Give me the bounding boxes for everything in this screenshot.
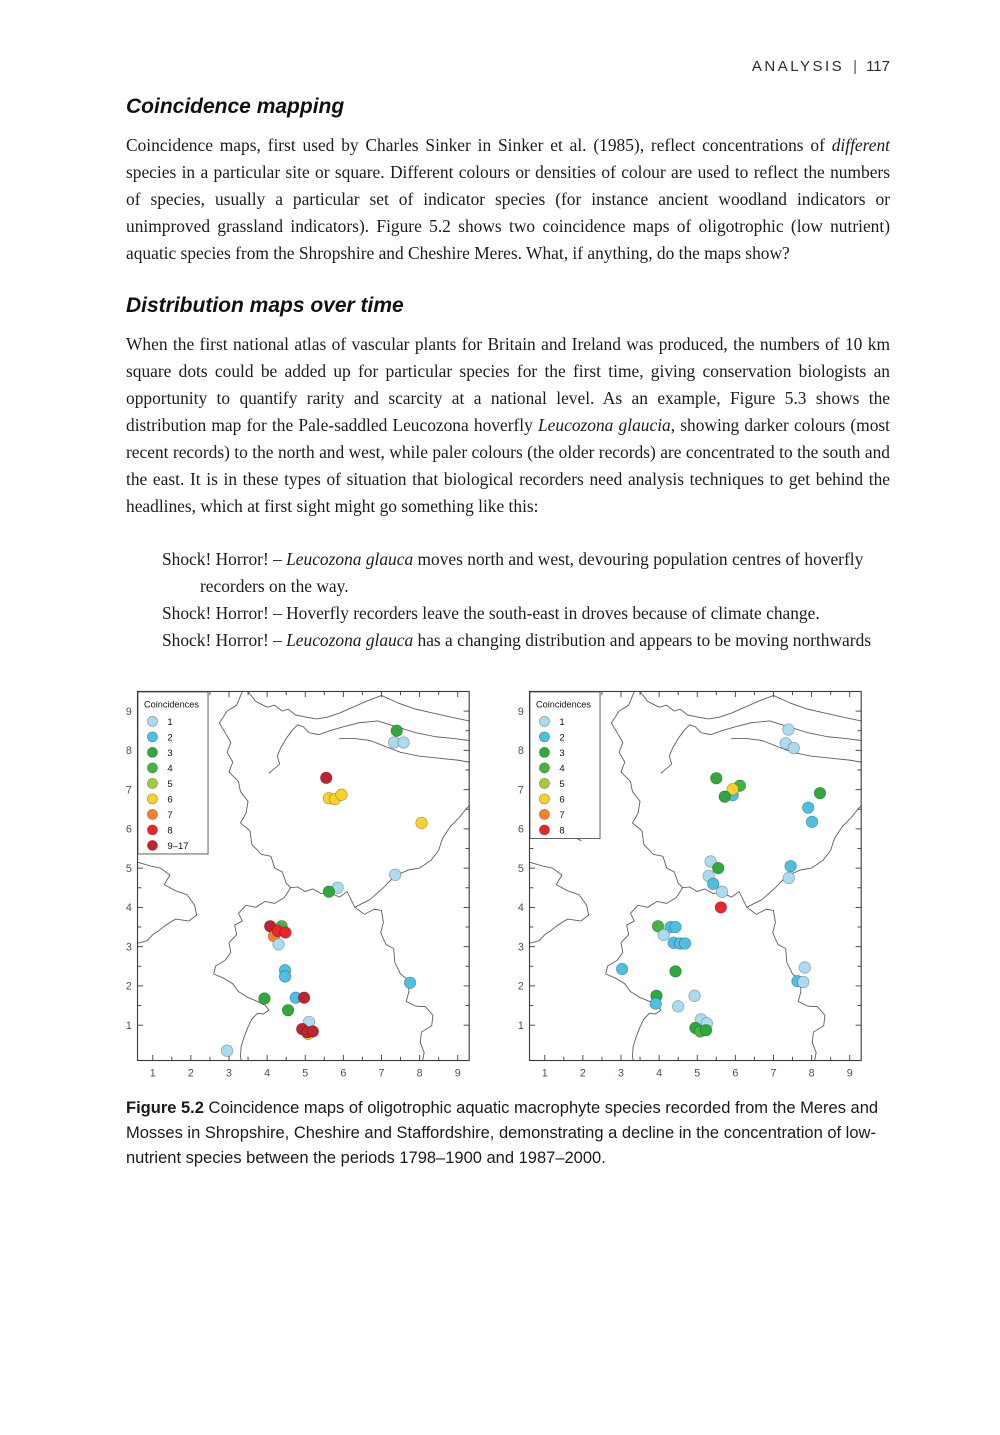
legend-title: Coincidences [536, 699, 591, 710]
data-point [398, 737, 410, 749]
svg-text:9: 9 [517, 705, 524, 718]
legend-swatch [147, 840, 157, 850]
svg-text:2: 2 [579, 1067, 586, 1080]
figure-5-2 [114, 684, 890, 1082]
data-point [389, 869, 401, 881]
legend-swatch [147, 778, 157, 788]
data-point [336, 789, 348, 801]
data-point [670, 921, 682, 933]
legend-swatch [539, 825, 549, 835]
data-point [711, 772, 723, 784]
svg-text:7: 7 [770, 1067, 777, 1080]
data-point [221, 1045, 233, 1057]
data-point [679, 938, 691, 950]
legend-swatch [147, 747, 157, 757]
svg-text:4: 4 [264, 1067, 271, 1080]
legend-label: 6 [167, 794, 173, 806]
svg-text:6: 6 [517, 823, 524, 836]
heading-coincidence-mapping: Coincidence mapping [126, 95, 345, 118]
legend-swatch [539, 716, 549, 726]
legend-swatch [147, 825, 157, 835]
legend-swatch [539, 747, 549, 757]
legend-swatch [539, 732, 549, 742]
coincidence-map-right [506, 684, 880, 1082]
svg-text:7: 7 [125, 784, 132, 797]
legend-label: 1 [167, 716, 173, 728]
data-point [404, 977, 416, 989]
list-item: Shock! Horror! – Hoverfly recorders leave the south-east in droves because of climate change. [162, 603, 820, 623]
data-point [672, 1001, 684, 1013]
svg-text:1: 1 [541, 1067, 548, 1080]
svg-text:5: 5 [694, 1067, 701, 1080]
legend [138, 692, 208, 854]
legend-label: 5 [167, 778, 173, 790]
svg-text:3: 3 [618, 1067, 624, 1080]
heading-distribution-maps-over-time: Distribution maps over time [126, 294, 404, 317]
data-point [716, 886, 728, 898]
data-point [273, 939, 285, 951]
svg-text:2: 2 [125, 980, 132, 993]
svg-text:5: 5 [302, 1067, 309, 1080]
legend-label: 5 [559, 778, 565, 790]
data-point [650, 998, 662, 1010]
data-point [658, 929, 670, 941]
legend-swatch [539, 763, 549, 773]
legend-label: 3 [559, 747, 565, 759]
svg-text:3: 3 [226, 1067, 232, 1080]
data-point [323, 886, 335, 898]
svg-text:7: 7 [517, 784, 524, 797]
legend-swatch [539, 794, 549, 804]
data-point [797, 976, 809, 988]
data-point [783, 724, 795, 736]
page-number: 117 [866, 58, 890, 75]
svg-text:4: 4 [125, 902, 132, 915]
legend [530, 692, 600, 838]
data-point [785, 860, 797, 872]
running-header [126, 58, 890, 75]
legend-swatch [147, 763, 157, 773]
svg-text:3: 3 [517, 941, 524, 954]
data-point [416, 817, 428, 829]
data-point [783, 872, 795, 884]
paragraph-coincidence-mapping: Coincidence maps, first used by Charles Sinker in Sinker et al. (1985), reflect concentrations of different species in a particular site or square. Different colours or densities of colour are used to reflect the numbers of species, usually a particular set of indicator species (for instance ancient woodland indicators or unimproved grassland indicators). Figure 5.2 shows two coincidence maps of oligotrophic (low nutrient) aquatic species from the Shropshire and Cheshire Meres. What, if anything, do the maps show? [126, 135, 890, 263]
svg-text:2: 2 [187, 1067, 194, 1080]
svg-text:6: 6 [340, 1067, 347, 1080]
data-point [320, 772, 332, 784]
legend-title: Coincidences [144, 699, 199, 710]
legend-swatch [147, 809, 157, 819]
data-point [799, 962, 811, 974]
figure-caption: Figure 5.2 Coincidence maps of oligotrophic aquatic macrophyte species recorded from the Meres and Mosses in Shropshire, Cheshire and Staffordshire, demonstrating a decline in the concentration of low-nutrient species between the periods 1798–1900 and 1987–2000. [126, 1099, 879, 1167]
svg-text:8: 8 [517, 745, 524, 758]
data-point [616, 963, 628, 975]
svg-text:1: 1 [125, 1019, 132, 1032]
data-point [700, 1024, 712, 1036]
paragraph-distribution-maps: When the first national atlas of vascular plants for Britain and Ireland was produced, the numbers of 10 km square dots could be added up for particular species for the first time, giving conservation biologists an opportunity to quantify rarity and scarcity at a national level. As an example, Figure 5.3 shows the distribution map for the Pale-saddled Leucozona hoverfly Leucozona glaucia, showing darker colours (most recent records) to the north and west, while paler colours (the older records) are concentrated to the south and the east. It is in these types of situation that biological recorders need analysis techniques to get behind the headlines, which at first sight might go something like this: [126, 334, 890, 516]
svg-text:2: 2 [517, 980, 524, 993]
legend-label: 2 [167, 732, 173, 744]
data-point [689, 990, 701, 1002]
svg-text:8: 8 [416, 1067, 423, 1080]
svg-text:6: 6 [732, 1067, 739, 1080]
legend-label: 2 [559, 732, 565, 744]
svg-text:8: 8 [125, 745, 132, 758]
legend-swatch [147, 794, 157, 804]
svg-text:1: 1 [517, 1019, 524, 1032]
data-point [298, 992, 310, 1004]
data-point [282, 1004, 294, 1016]
svg-text:5: 5 [125, 862, 132, 875]
coincidence-map-left [114, 684, 488, 1082]
legend-label: 4 [167, 763, 173, 775]
data-point [279, 971, 291, 983]
legend-label: 7 [167, 809, 173, 821]
svg-text:7: 7 [378, 1067, 385, 1080]
data-point [788, 742, 800, 754]
data-point [259, 993, 271, 1005]
svg-text:5: 5 [517, 862, 524, 875]
running-header-section: ANALYSIS [751, 58, 845, 75]
legend-label: 7 [559, 809, 565, 821]
data-point [280, 927, 292, 939]
svg-text:9: 9 [846, 1067, 853, 1080]
legend-swatch [147, 732, 157, 742]
data-point [670, 966, 682, 978]
legend-swatch [147, 716, 157, 726]
shock-horror-list [162, 546, 890, 654]
data-point [715, 902, 727, 914]
svg-text:9: 9 [454, 1067, 461, 1080]
legend-swatch [539, 809, 549, 819]
svg-text:1: 1 [149, 1067, 156, 1080]
data-point [814, 787, 826, 799]
list-item: Shock! Horror! – Leucozona glauca has a changing distribution and appears to be moving northwards [162, 630, 872, 650]
svg-text:4: 4 [656, 1067, 663, 1080]
legend-label: 8 [167, 825, 173, 837]
legend-label: 8 [559, 825, 565, 837]
legend-swatch [539, 778, 549, 788]
data-point [712, 862, 724, 874]
legend-label: 9–17 [167, 840, 189, 852]
svg-text:4: 4 [517, 902, 524, 915]
svg-text:8: 8 [808, 1067, 815, 1080]
list-item: Shock! Horror! – Leucozona glauca moves north and west, devouring population centres of hoverfly recorders on the way. [162, 549, 864, 596]
data-point [307, 1026, 319, 1038]
svg-text:3: 3 [125, 941, 132, 954]
legend-label: 4 [559, 763, 565, 775]
svg-text:9: 9 [125, 705, 132, 718]
data-point [719, 791, 731, 803]
data-point [806, 816, 818, 828]
data-point [802, 802, 814, 814]
data-point [391, 725, 403, 737]
legend-label: 6 [559, 794, 565, 806]
svg-text:6: 6 [125, 823, 132, 836]
legend-label: 1 [559, 716, 565, 728]
running-header-separator: | [853, 58, 858, 75]
legend-label: 3 [167, 747, 173, 759]
